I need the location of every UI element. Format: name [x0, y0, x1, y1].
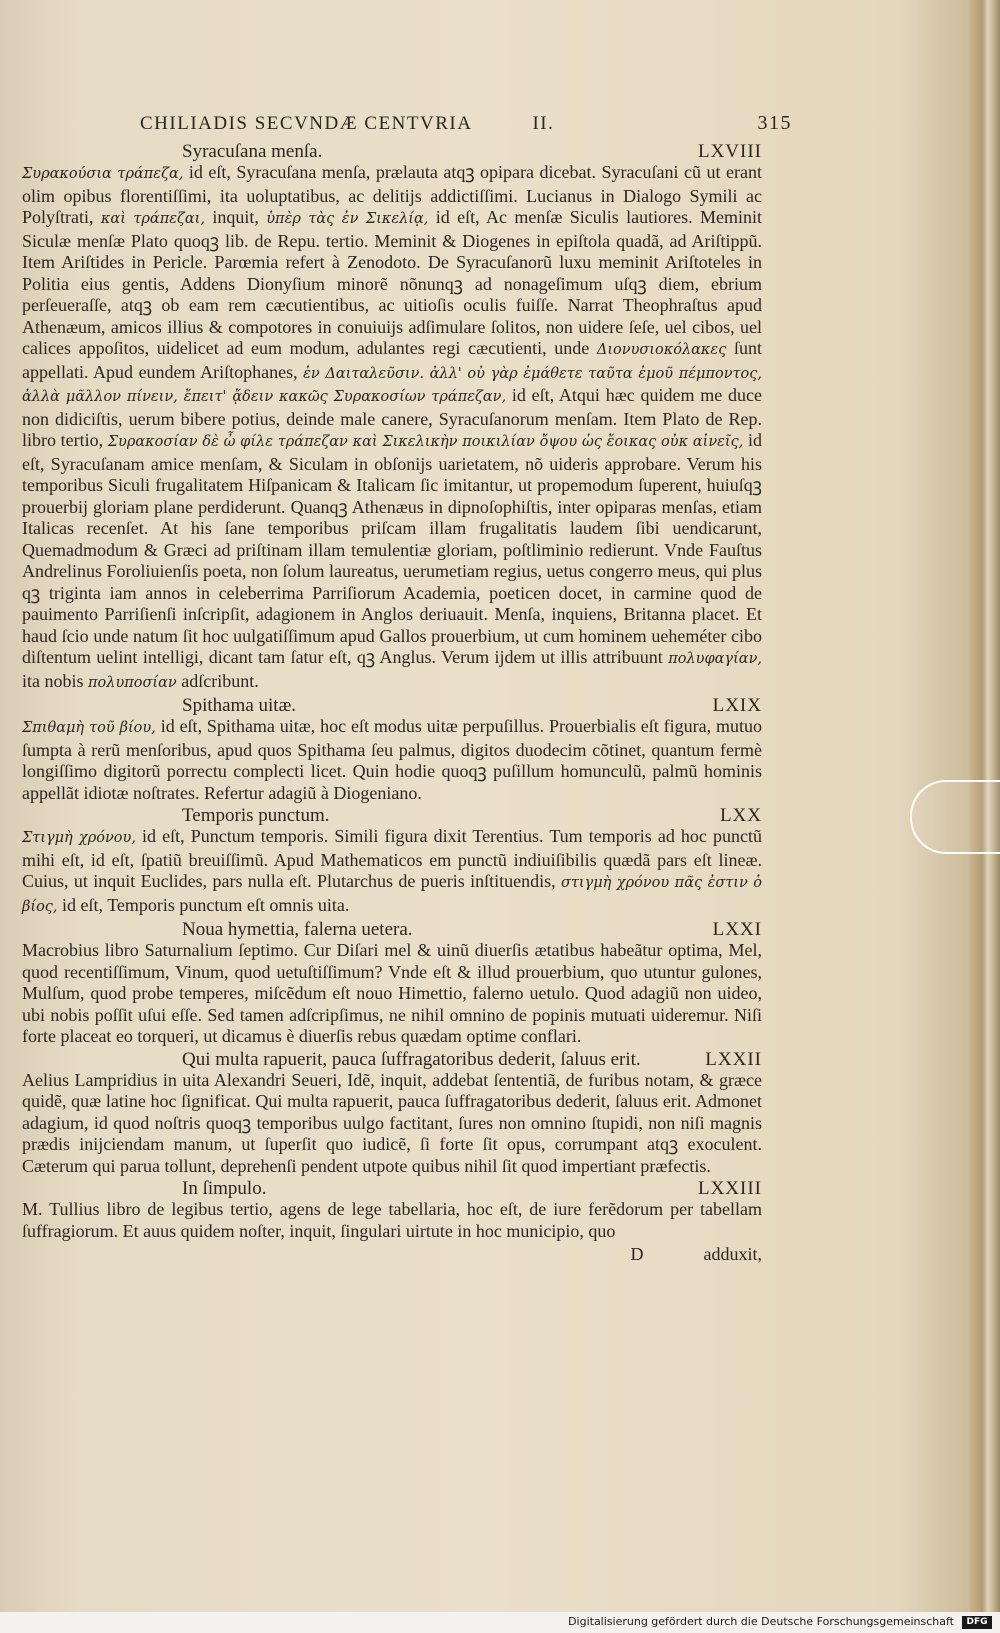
- dfg-logo: DFG: [962, 1616, 992, 1629]
- adage-heading: [22, 919, 762, 940]
- adage-body: [22, 716, 762, 804]
- running-head-title: CHILIADIS SECVNDÆ CENTVRIA: [140, 113, 473, 134]
- latin-text: ſunt appellati. Apud eundem Ariſtophanes,: [22, 338, 762, 382]
- adage-title: In ſimpulo.: [182, 1178, 267, 1199]
- adage-heading: [22, 141, 762, 162]
- latin-text: id eſt, Punctum temporis. Simili figura dixit Terentius. Tum temporis ad hoc punctũ mihi eſt, id eſt, ſpatiũ breuiſſimũ. Apud Mathematicos em punctũ indiuiſibilis quædã pars eſt lineæ. Cuius, ut inquit Euclides, pars nulla eſt. Plutarchus de pueris inſtituendis,: [22, 826, 763, 891]
- adage-title: Qui multa rapuerit, pauca ſuffragatoribus dederit, ſaluus erit.: [182, 1048, 641, 1070]
- funding-credit: Digitalisierung gefördert durch die Deutsche Forschungsgemeinschaft: [568, 1615, 954, 1628]
- adage-number: LXVIII: [697, 141, 762, 162]
- adage-body: [22, 1070, 762, 1178]
- latin-text: id eſt, Ac menſæ Siculis lautiores. Meminit Siculæ menſæ Plato quoqꝫ lib. de Repu. tertio. Meminit & Diogenes in epiſtola quadã, ad Ariſtippũ. Item Ariſtides in Pericle. Parœmia refert à Zenodoto. De Syracuſanorũ luxu meminit Ariſtoteles in Politia eius gentis, Addens Dionyſium minorẽ nõnunqꝫ ad nonageſimum uſqꝫ diem, ebrium perſeueraſſe, atqꝫ ob eam rem cæcutientibus, ac uitioſis oculis fuiſſe. Narrat Theophraſtus apud Athenæum, amicos illius & compotores in conuiuijs adſimulare ſolitos, non uidere ſeſe, uel cibos, uel calices appoſitos, uidelicet ad eum modum, adulantes regi cæcutienti, unde: [22, 207, 763, 358]
- latin-text: adſcribunt.: [176, 670, 259, 691]
- adage-number: LXXII: [705, 1048, 762, 1070]
- latin-text: M. Tullius libro de legibus tertio, agens de lege tabellaria, hoc eſt, de iure ferẽdorum per tabellam ſuffragiorum. Et auus quidem noſter, inquit, ſingulari uirtute in hoc municipio, quo: [22, 1199, 762, 1241]
- adage-list: [22, 141, 762, 1242]
- latin-text: Aelius Lampridius in uita Alexandri Seueri, Idẽ, inquit, addebat ſententiã, de furibus notam, & græce quidẽ, quæ latine hoc ſignificat. Qui multa rapuerit, pauca ſuffragatoribus dederit, ſaluus erit. Admonet adagium, id quod noſtris quoqꝫ temporibus uulgo factitant, ſures non omnino ſtupidi, non niſi magnis prædis inijciendam manum, ut ſuperſit quo iudicẽ, ſi forte ſit opus, corrumpant atqꝫ exoculent. Cæterum qui parua tollunt, deprehenſi pendent utpote quibus nihil ſit quod impertiant præfectis.: [22, 1069, 762, 1176]
- greek-quote: Σπιθαμὴ τοῦ βίου,: [22, 720, 156, 736]
- greek-quote: Στιγμὴ χρόνου,: [22, 830, 136, 846]
- greek-quote: Διονυσιοκόλακες: [596, 342, 727, 358]
- adage-number: LXXIII: [697, 1178, 762, 1199]
- greek-quote: ἐν Δαιταλεῦσιν. ἀλλ' οὐ γὰρ ἐμάθετε ταῦτα ἐμοῦ πέμποντος, ἀλλὰ μᾶλλον πίνειν, ἔπειτ' ᾄδειν κακῶς Συρακοσίων τράπεζαν,: [22, 365, 763, 405]
- greek-quote: ὑπὲρ τὰς ἐν Σικελίᾳ,: [266, 211, 429, 227]
- adage-number: LXIX: [712, 695, 762, 716]
- page-turn-handle[interactable]: [910, 780, 1000, 854]
- adage-heading: [22, 805, 762, 826]
- latin-text: ita nobis: [22, 670, 88, 691]
- adage-heading: [22, 1178, 762, 1199]
- adage-title: Spithama uitæ.: [182, 695, 296, 716]
- latin-text: Macrobius libro Saturnalium ſeptimo. Cur Diſari mel & uinũ diuerſis ætatibus habeãtur optima, Mel, quod recentiſſimum, Vinum, quod uetuſtiſſimum? Vnde eſt & illud prouerbium, quo utuntur gulones, Mulſum, quod probe temperes, miſcẽdum eſt nouo Himettio, falerno uetulo. Quod adagiũ non uideo, ubi nobis poſſit uſui eſſe. Sed tamen adſcripſimus, ne nihil omnino de popinis mutuati uideremur. Niſi forte placeat eo torqueri, ut dicamus è diuerſis rebus quædam optime conflari.: [22, 940, 762, 1046]
- greek-quote: Συρακοσίαν δὲ ὦ φίλε τράπεζαν καὶ Σικελικὴν ποικιλίαν ὄψου ὡς ἔοικας οὐκ αἰνεῖς,: [107, 434, 744, 450]
- greek-quote: Συρακούσια τράπεζα,: [22, 166, 184, 182]
- latin-text: id eſt, Syracuſanam amice menſam, & Siculam in obſonijs uarietatem, nõ uideris approbare. Verum his temporibus Siculi frugalitatem Hiſpanicam & Italicam ſic imitantur, ut propemodum ſuperent, huiuſqꝫ prouerbij gloriam plane perdiderunt. Quanqꝫ Athenæus in dipnoſophiſtis, inter opiparas menſas, etiam Italicas recenſet. At his ſane temporibus priſcam illam frugalitatis laudem ſibi uendicarunt, Quemadmodum & Græci ad priſtinam illam temulentiæ gloriam, poſtliminio redierunt. Vnde Fauſtus Andrelinus Foroliuienſis poeta, non ſolum laureatus, uerumetiam regius, uetus congerro meus, qui plus qꝫ triginta iam annos in celeberrima Parriſiorum Academia, poeticen docet, in carmine quod de pauimento Parriſienſi inſcripſit, adagionem in Anglos deriuauit. Menſa, inquiens, Britanna placet. Et haud ſcio unde natum ſit hoc uulgatiſſimum apud Gallos prouerbium, ut cum hominem ueheméter cibo diſtentum uelint intelligi, dicant tam ſatur eſt, qꝫ Anglus. Verum ijdem ut illis attribuunt: [22, 430, 762, 667]
- folio-number: 315: [757, 112, 792, 134]
- adage-number: LXX: [719, 805, 762, 826]
- adage-body: [22, 162, 762, 694]
- adage-body: [22, 940, 762, 1048]
- adage-title: Syracuſana menſa.: [182, 141, 323, 162]
- latin-text: id eſt, Syracuſana menſa, prælauta atqꝫ opipara dicebat. Syracuſani cũ ut erant olim opibus florentiſſimi, ita uoluptatibus, ac delitijs addictiſſimi. Lucianus in Dialogo Symili ac Polyſtrati,: [22, 162, 762, 227]
- greek-quote: καὶ τράπεζαι,: [100, 211, 205, 227]
- latin-text: id eſt, Temporis punctum eſt omnis uita.: [57, 894, 350, 915]
- signature-mark: D: [630, 1244, 644, 1264]
- adage-heading: [22, 1049, 762, 1070]
- latin-text: id eſt, Spithama uitæ, hoc eſt modus uitæ perpuſillus. Prouerbialis eſt figura, mutuo ſumpta à rerũ menſoribus, apud quos Spithama ſeu palmus, digitos duodecim cõtinet, quantum fermè longiſſimo digitorũ porrectu complecti licet. Quin hodie quoqꝫ puſillum homunculũ, palmũ hominis appellãt idiotæ noſtrates. Refertur adagiũ à Diogeniano.: [22, 716, 763, 803]
- footer-bar: [0, 1612, 1000, 1633]
- greek-quote: πολυφαγίαν,: [668, 651, 762, 667]
- page-content: [22, 112, 792, 1265]
- catchword: adduxit,: [703, 1244, 762, 1264]
- greek-quote: στιγμὴ χρόνου πᾶς ἐστιν ὁ βίος,: [22, 875, 763, 915]
- running-head: [140, 112, 792, 135]
- running-head-number: II.: [532, 113, 555, 134]
- signature-line: [22, 1244, 762, 1265]
- adage-title: Temporis punctum.: [182, 805, 330, 826]
- adage-title: Noua hymettia, falerna uetera.: [182, 919, 413, 940]
- adage-heading: [22, 695, 762, 716]
- adage-body: [22, 826, 762, 918]
- greek-quote: πολυποσίαν: [88, 674, 177, 691]
- latin-text: inquit,: [204, 207, 267, 227]
- adage-number: LXXI: [712, 919, 762, 940]
- latin-text: id eſt, Atqui hæc quidem me duce non didiciſtis, uerum bibere potius, deinde male canere, Syracuſanorum menſam. Item Plato de Rep. libro tertio,: [22, 385, 762, 450]
- adage-body: [22, 1199, 762, 1242]
